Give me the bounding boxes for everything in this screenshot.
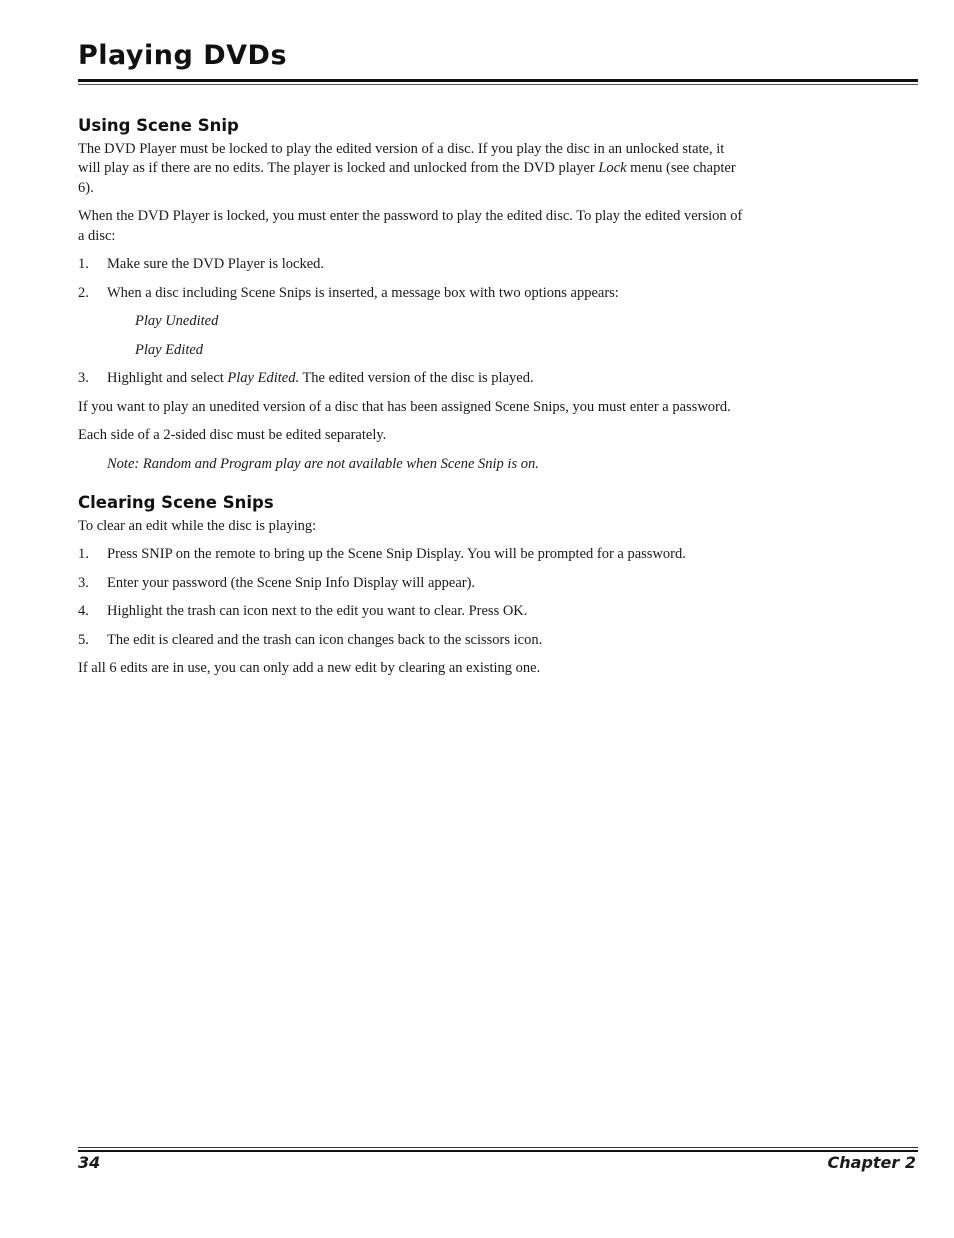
step-number: 4. [78, 603, 89, 619]
paragraph: If you want to play an unedited version of a disc that has been assigned Scene Snips, you must enter a password. [78, 398, 731, 415]
footer-rule [78, 1147, 918, 1148]
list-item [78, 255, 748, 275]
paragraph: Each side of a 2-sided disc must be edited separately. [78, 427, 387, 443]
step-number: 5. [78, 631, 89, 648]
section-heading: Using Scene Snip [78, 116, 239, 135]
step-number: 3. [78, 574, 89, 591]
using-scene-snip-section [78, 116, 748, 474]
option-play-edited: Play Edited [135, 341, 204, 358]
step-text: Make sure the DVD Player is locked. [107, 256, 325, 272]
step-text: Enter your password (the Scene Snip Info Display will appear). [107, 574, 476, 591]
title-rule [78, 79, 918, 82]
footer-rule-thick [78, 1150, 918, 1152]
step-number: 1. [78, 546, 89, 562]
list-item [78, 545, 748, 565]
step-text: When a disc including Scene Snips is inserted, a message box with two options appears: [107, 284, 619, 301]
note: Note: Random and Program play are not available when Scene Snip is on. [107, 455, 539, 472]
list-item [78, 631, 748, 651]
step-text: The edited version of the disc is played. [299, 370, 534, 386]
step-text: Highlight and select [107, 370, 228, 386]
paragraph [78, 140, 748, 199]
list-item [78, 602, 748, 622]
step-number: 1. [78, 256, 89, 272]
page-title: Playing DVDs [78, 40, 288, 71]
page-number: 34 [78, 1153, 101, 1172]
chapter-label: Chapter 2 [827, 1153, 916, 1172]
lock-menu-name: Lock [598, 160, 627, 176]
paragraph: To clear an edit while the disc is playing: [78, 517, 317, 534]
step-text: The edit is cleared and the trash can icon changes back to the scissors icon. [107, 631, 543, 648]
step-number: 3. [78, 370, 89, 386]
step-text: Press SNIP on the remote to bring up the Scene Snip Display. You will be prompted for a password. [107, 546, 686, 562]
list-item [78, 284, 748, 304]
section-heading: Clearing Scene Snips [78, 493, 274, 512]
list-item [78, 369, 748, 389]
page-content [78, 116, 748, 688]
list-item [78, 574, 748, 594]
step-text: Highlight the trash can icon next to the edit you want to clear. Press OK. [107, 603, 528, 619]
title-rule-thin [78, 84, 918, 85]
paragraph: When the DVD Player is locked, you must enter the password to play the edited disc. To play the edited version of a disc: [78, 208, 743, 244]
step-italic-text: Play Edited. [227, 370, 300, 386]
option-play-unedited: Play Unedited [135, 313, 219, 329]
paragraph: If all 6 edits are in use, you can only add a new edit by clearing an existing one. [78, 660, 541, 676]
paragraph-text: The DVD Player must be locked to play the edited version of a disc. If you play the disc in an unlocked state, it will play as if there are no edits. The player is locked and unlocked from the DVD player [78, 140, 725, 176]
paragraph-text: menu (see chapter 6). [78, 160, 736, 196]
step-number: 2. [78, 284, 89, 301]
clearing-scene-snips-section [78, 493, 748, 679]
